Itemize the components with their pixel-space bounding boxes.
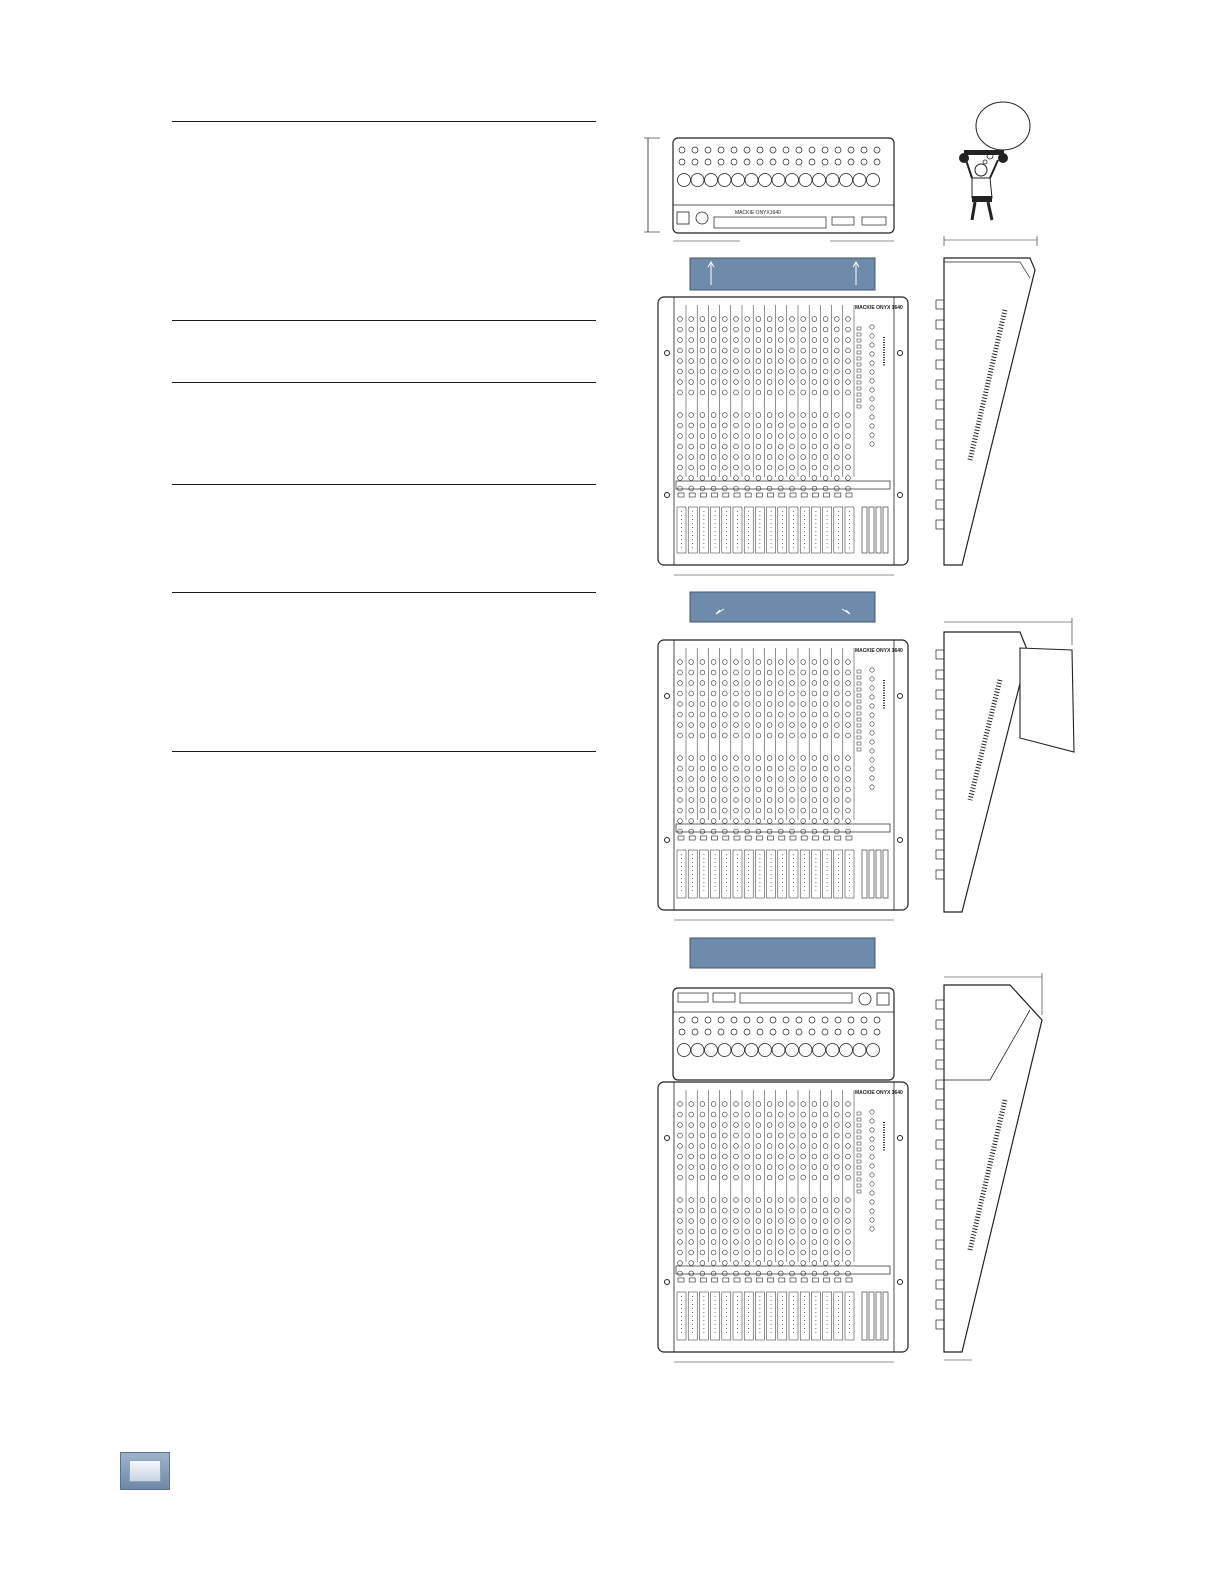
strongman-illustration	[959, 102, 1030, 220]
rear-panel-attached	[673, 988, 894, 1080]
callout-box-rotate	[690, 938, 875, 968]
svg-text:MACKIE ONYX 1640: MACKIE ONYX 1640	[855, 1090, 903, 1096]
rear-panel-brand-text: MACKIE ONYX1640	[735, 210, 781, 216]
svg-text:MACKIE ONYX 1640: MACKIE ONYX 1640	[855, 648, 903, 654]
rear-panel-drawing	[644, 138, 894, 241]
side-profile-3	[936, 973, 1042, 1360]
callout-box-tilt	[690, 592, 875, 622]
mixer-front-view-2	[658, 640, 908, 920]
side-profile-2	[936, 618, 1074, 912]
page-tab	[120, 1452, 170, 1490]
side-profile-1	[936, 236, 1037, 565]
page-tab-inner	[129, 1460, 161, 1482]
mixer-front-view-1	[658, 297, 908, 575]
svg-text:MACKIE ONYX 1640: MACKIE ONYX 1640	[855, 305, 903, 311]
callout-box-lift	[690, 258, 875, 290]
mixer-front-view-3	[658, 1082, 908, 1362]
